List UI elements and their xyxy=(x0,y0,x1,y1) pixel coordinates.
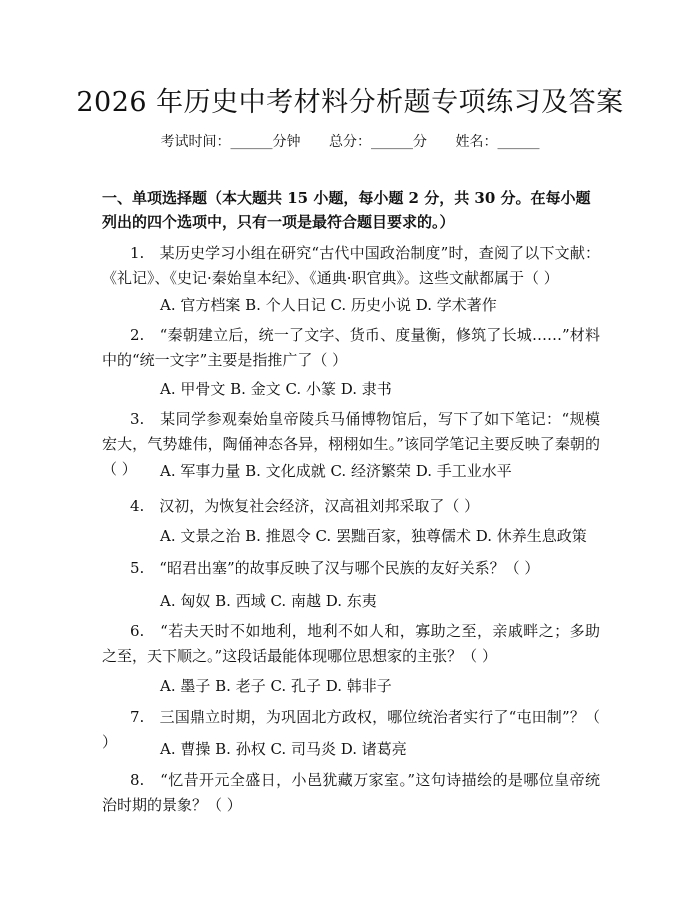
document-title: 2026 年历史中考材料分析题专项练习及答案 xyxy=(76,87,624,118)
question-7: 7. 三国鼎立时期，为巩固北方政权，哪位统治者实行了“屯田制”？（ ） xyxy=(102,708,600,751)
options-7: A. 曹操 B. 孙权 C. 司马炎 D. 诸葛亮 xyxy=(160,740,407,758)
question-3: 3. 某同学参观秦始皇帝陵兵马俑博物馆后，写下了如下笔记：“规模宏大，气势雄伟，陶俑神态各异，栩栩如生。”该同学笔记主要反映了秦朝的（ ） xyxy=(102,410,600,478)
question-8: 8. “忆昔开元全盛日，小邑犹藏万家室。”这句诗描绘的是哪位皇帝统治时期的景象？（ ） xyxy=(102,771,600,814)
options-5: A. 匈奴 B. 西域 C. 南越 D. 东夷 xyxy=(160,592,377,610)
question-2: 2. “秦朝建立后，统一了文字、货币、度量衡，修筑了长城……”材料中的“统一文字”主要是指推广了（ ） xyxy=(102,326,600,369)
options-3: A. 军事力量 B. 文化成就 C. 经济繁荣 D. 手工业水平 xyxy=(160,462,512,480)
question-4: 4. 汉初，为恢复社会经济，汉高祖刘邦采取了（ ） xyxy=(130,497,480,515)
options-4: A. 文景之治 B. 推恩令 C. 罢黜百家，独尊儒术 D. 休养生息政策 xyxy=(160,527,587,545)
section-heading: 一、单项选择题（本大题共 15 小题，每小题 2 分，共 30 分。在每小题列出的四个选项中，只有一项是最符合题目要求的。） xyxy=(102,189,591,231)
exam-meta xyxy=(0,131,700,151)
question-6: 6. “若夫天时不如地利，地利不如人和，寡助之至，亲戚畔之；多助之至，天下顺之。”这段话最能体现哪位思想家的主张？（ ） xyxy=(102,622,600,665)
options-2: A. 甲骨文 B. 金文 C. 小篆 D. 隶书 xyxy=(160,380,392,398)
exam-score: 总分：______分 xyxy=(329,134,427,150)
question-1: 1. 某历史学习小组在研究“古代中国政治制度”时，查阅了以下文献：《礼记》、《史记·秦始皇本纪》、《通典·职官典》。这些文献都属于（ ） xyxy=(102,244,600,287)
exam-name: 姓名：______ xyxy=(455,134,540,150)
exam-time: 考试时间：______分钟 xyxy=(160,134,301,150)
question-5: 5. “昭君出塞”的故事反映了汉与哪个民族的友好关系？（ ） xyxy=(130,559,540,577)
options-6: A. 墨子 B. 老子 C. 孔子 D. 韩非子 xyxy=(160,677,392,695)
options-1: A. 官方档案 B. 个人日记 C. 历史小说 D. 学术著作 xyxy=(160,296,497,314)
